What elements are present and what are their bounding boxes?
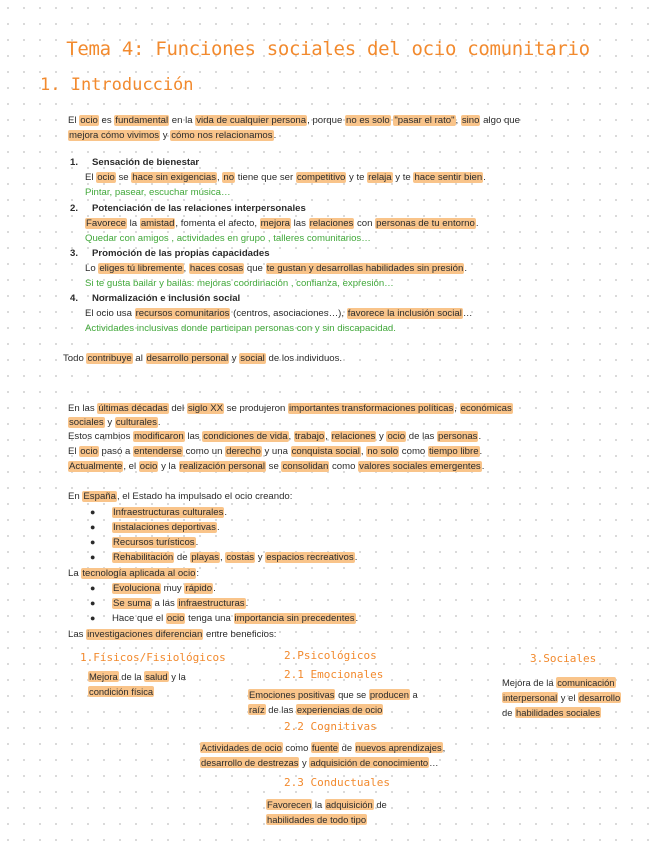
- list-item-title: 1. Sensación de bienestar: [70, 157, 200, 168]
- benefit-behavioral-text-1: Favorecen la adquisición de: [267, 799, 387, 810]
- benefit-emotional-text-2: raíz de las experiencias de ocio: [249, 704, 383, 715]
- list-item-text: El ocio usa recursos comunitarios (centros, asociaciones…), favorece la inclusión social…: [85, 308, 473, 319]
- bullet-item: ● Evoluciona muy rápido.: [90, 583, 216, 594]
- intro-line-2: mejora cómo vivimos y cómo nos relacionamos.: [69, 130, 277, 141]
- list-item-text: El ocio se hace sin exigencias, no tiene que ser competitivo y te relaja y te hace sentir bien.: [85, 172, 486, 183]
- example-text: Actividades inclusivas donde participan personas con y sin discapacidad.: [85, 323, 396, 334]
- page-title: Tema 4: Funciones sociales del ocio comunitario: [66, 38, 590, 60]
- tech-intro: La tecnología aplicada al ocio:: [68, 568, 200, 579]
- benefit-social-text-1: Mejora de la comunicación: [502, 677, 615, 688]
- research-intro: Las investigaciones diferencian entre beneficios:: [68, 629, 277, 640]
- summary-line: Todo contribuye al desarrollo personal y social de los individuos.: [63, 353, 343, 364]
- example-text: Pintar, pasear, escuchar música…: [85, 187, 231, 198]
- example-text: Si te gusta bailar y bailas: mejoras coordinación , confianza, expresión…: [85, 278, 394, 289]
- history-line-5: Actualmente, el ocio y la realización personal se consolidan como valores sociales emergentes.: [69, 461, 485, 472]
- benefit-emotional-title: 2.1 Emocionales: [284, 668, 384, 681]
- benefit-behavioral-title: 2.3 Conductuales: [284, 776, 390, 789]
- benefit-psychological-title: 2.Psicológicos: [284, 649, 377, 662]
- history-line-2: sociales y culturales.: [69, 417, 161, 428]
- history-line-1: En las últimas décadas del siglo XX se produjeron importantes transformaciones políticas, económicas: [68, 403, 512, 414]
- history-line-3: Estos cambios modificaron las condiciones de vida, trabajo, relaciones y ocio de las personas.: [68, 431, 482, 442]
- benefit-physical-text-1: Mejora de la salud y la: [89, 671, 186, 682]
- benefit-cognitive-text-1: Actividades de ocio como fuente de nuevos aprendizajes,: [201, 742, 446, 753]
- bullet-item: ● Infraestructuras culturales.: [90, 507, 228, 518]
- intro-line-1: El ocio es fundamental en la vida de cualquier persona, porque no es solo "pasar el rato", sino algo que: [68, 115, 520, 126]
- list-item-title: 2. Potenciación de las relaciones interpersonales: [70, 203, 306, 214]
- bullet-item: ● Se suma a las infraestructuras.: [90, 598, 249, 609]
- history-line-4: El ocio pasó a entenderse como un derecho y una conquista social, no solo como tiempo libre.: [68, 446, 483, 457]
- list-item-text: Lo eliges tú libremente, haces cosas que te gustan y desarrollas habilidades sin presión.: [85, 263, 468, 274]
- bullet-item: ● Recursos turísticos.: [90, 537, 199, 548]
- benefit-cognitive-title: 2.2 Cognitivas: [284, 720, 377, 733]
- spain-intro: En España, el Estado ha impulsado el ocio creando:: [68, 491, 293, 502]
- bullet-item: ● Hace que el ocio tenga una importancia sin precedentes.: [90, 613, 359, 624]
- list-item-text: Favorece la amistad, fomenta el afecto, mejora las relaciones con personas de tu entorno.: [86, 218, 479, 229]
- section-heading: 1. Introducción: [40, 75, 194, 95]
- benefit-social-title: 3.Sociales: [530, 652, 597, 665]
- benefit-cognitive-text-2: desarrollo de destrezas y adquisición de conocimiento…: [201, 757, 439, 768]
- benefit-physical-title: 1.Físicos/Fisiológicos: [80, 651, 226, 664]
- benefit-social-text-2: interpersonal y el desarrollo: [503, 692, 621, 703]
- benefit-emotional-text-1: Emociones positivas que se producen a: [249, 689, 418, 700]
- benefit-behavioral-text-2: habilidades de todo tipo: [267, 814, 367, 825]
- example-text: Quedar con amigos , actividades en grupo , talleres comunitarios…: [85, 233, 371, 244]
- bullet-item: ● Rehabilitación de playas, costas y espacios recreativos.: [90, 552, 358, 563]
- benefit-social-text-3: de habilidades sociales: [502, 707, 600, 718]
- bullet-item: ● Instalaciones deportivas.: [90, 522, 220, 533]
- list-item-title: 3. Promoción de las propias capacidades: [70, 248, 270, 259]
- list-item-title: 4. Normalización e inclusión social: [70, 293, 241, 304]
- benefit-physical-text-2: condición física: [89, 686, 154, 697]
